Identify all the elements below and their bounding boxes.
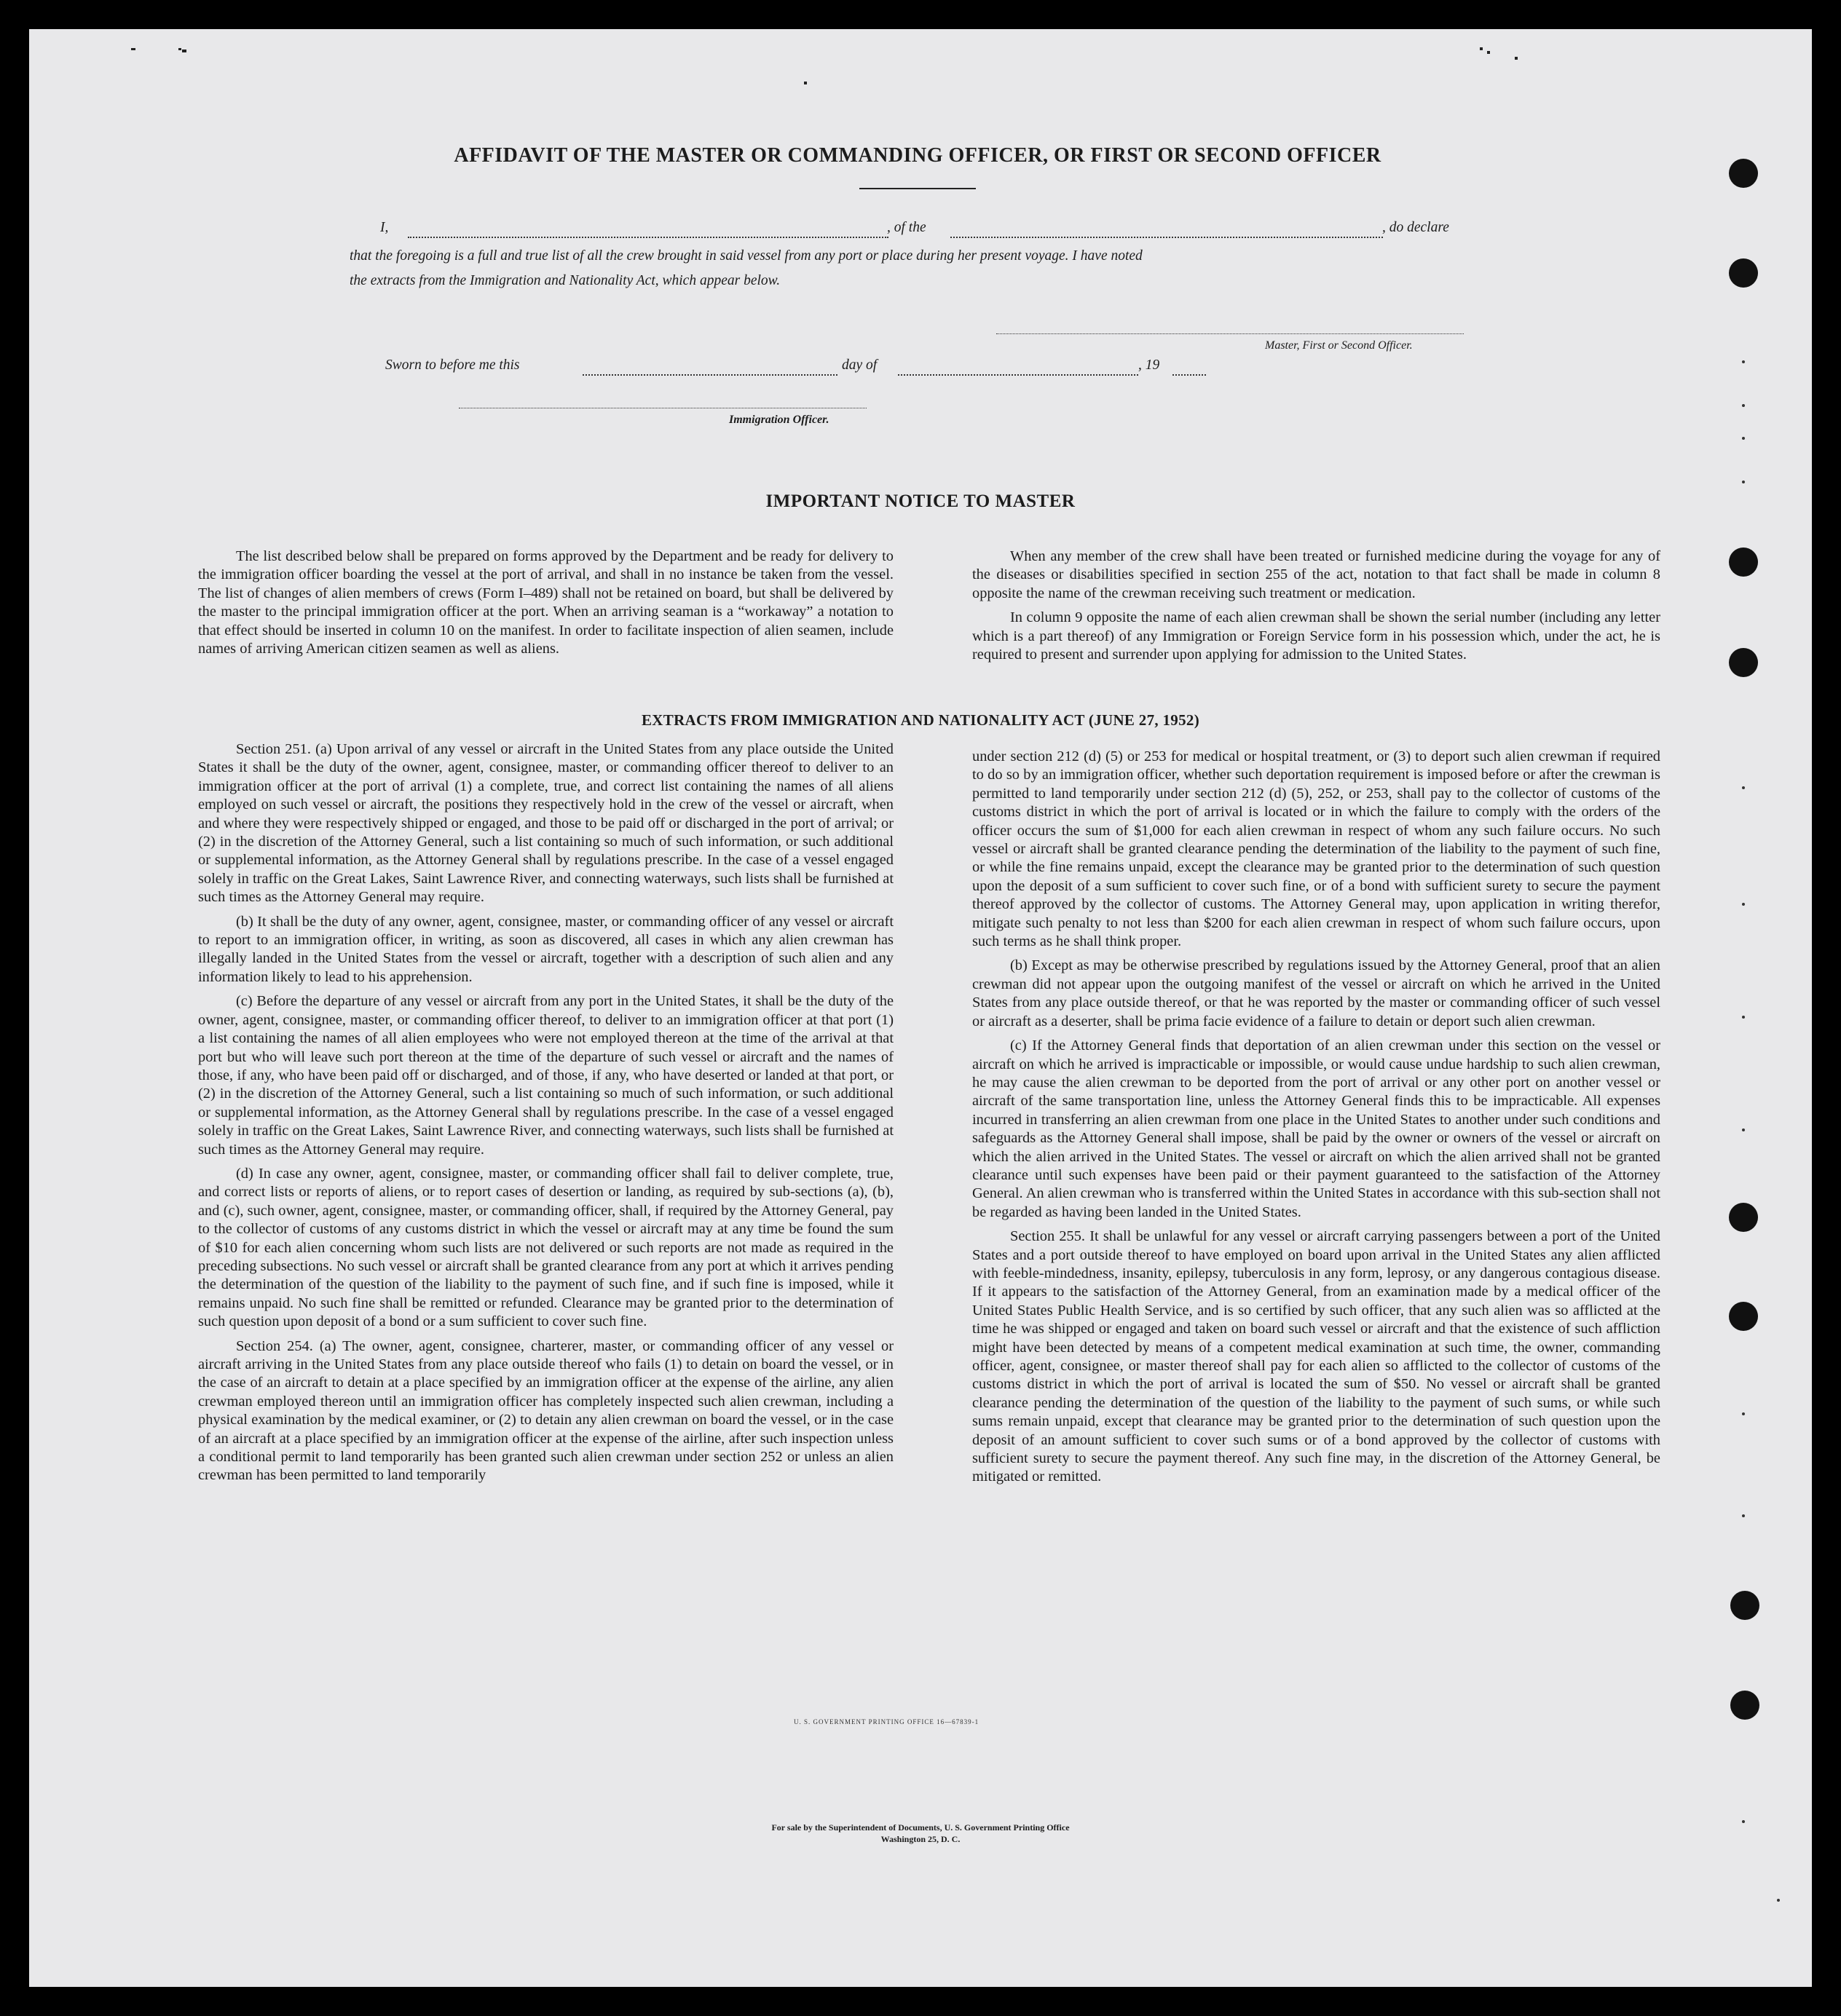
speck	[131, 48, 135, 50]
year-label: , 19	[1138, 357, 1160, 373]
punch-hole	[1729, 159, 1758, 188]
margin-dot	[1742, 437, 1745, 440]
master-signature-caption: Master, First or Second Officer.	[1265, 339, 1413, 352]
punch-hole	[1730, 1691, 1759, 1720]
affidavit-of-the-label: , of the	[887, 220, 926, 235]
margin-dot	[1742, 360, 1745, 363]
gpo-imprint: U. S. GOVERNMENT PRINTING OFFICE 16—67839-1	[794, 1718, 979, 1726]
margin-dot	[1742, 1514, 1745, 1517]
master-signature-line[interactable]	[996, 333, 1464, 334]
speck	[178, 48, 181, 50]
affidavit-statement-line-2: the extracts from the Immigration and Nationality Act, which appear below.	[350, 273, 781, 288]
margin-dot	[1742, 404, 1745, 407]
speck	[182, 50, 186, 52]
punch-hole	[1730, 1591, 1759, 1620]
punch-hole	[1729, 258, 1758, 288]
form-page	[29, 29, 1812, 1987]
declarant-title-field[interactable]	[950, 237, 1383, 238]
sales-footer	[29, 1822, 1812, 1845]
title-rule	[859, 188, 976, 189]
notice-paragraph: The list described below shall be prepared on forms approved by the Department and be ready for delivery to the immigration officer boarding the vessel at the port of arrival, and shall in no instance be taken from the vessel. The list of changes of alien members of crews (Form I–489) shall not be retained on board, but shall be delivered by the master to the principal immigration officer at the port. When an arriving seaman is a “workaway” a notation to that effect should be inserted in column 10 on the manifest. In order to facilitate inspection of alien seamen, include names of arriving American citizen seamen as well as aliens.	[198, 548, 894, 657]
officer-signature-caption: Immigration Officer.	[729, 414, 829, 426]
section-251c-paragraph: (c) Before the departure of any vessel or aircraft from any port in the United States, it shall be the duty of the owner, agent, consignee, master, or commanding officer thereof, to deliver to an immigration officer at that port (1) a list containing the names of all alien employees who were not employed thereon at the time of the arrival at that port but who will leave such port thereon at the time of the departure of such vessel or aircraft and the names of those, if any, who have been paid off or discharged, and of those, if any, who have deserted or landed at that port, or (2) in the discretion of the Attorney General, such a list containing so much of such information, or such additional or supplemental information, as the Attorney General shall by regulations prescribe. In the case of a vessel engaged solely in traffic on the Great Lakes, Saint Lawrence River, and connecting waterways, such lists shall be furnished at such times as the Attorney General may require.	[198, 993, 894, 1158]
footer-line-1: For sale by the Superintendent of Documents, U. S. Government Printing Office	[771, 1822, 1070, 1833]
affidavit-statement-line-1: that the foregoing is a full and true list of all the crew brought in said vessel from any port or place during her present voyage. I have noted	[350, 248, 1143, 264]
notice-left-column	[198, 548, 894, 664]
sworn-label: Sworn to before me this	[385, 357, 520, 373]
affidavit-title: AFFIDAVIT OF THE MASTER OR COMMANDING OFFICER, OR FIRST OR SECOND OFFICER	[454, 144, 1381, 167]
section-251b-paragraph: (b) It shall be the duty of any owner, agent, consignee, master, or commanding officer of any vessel or aircraft to report to an immigration officer, in writing, as soon as discovered, all cases in which any alien crewman has illegally landed in the United States from the vessel or aircraft, together with a description of such alien and any information likely to lead to his apprehension.	[198, 913, 894, 985]
punch-hole	[1729, 648, 1758, 677]
sworn-day-field[interactable]	[583, 374, 837, 376]
sworn-month-field[interactable]	[898, 374, 1138, 376]
margin-dot	[1742, 1412, 1745, 1415]
affidavit-i-label: I,	[380, 220, 389, 235]
notice-paragraph: When any member of the crew shall have been treated or furnished medicine during the voyage for any of the diseases or disabilities specified in section 255 of the act, notation to that fact shall be made in column 8 opposite the name of the crewman receiving such treatment or medication.	[972, 548, 1660, 601]
speck	[1487, 51, 1490, 54]
section-251a-paragraph: Section 251. (a) Upon arrival of any vessel or aircraft in the United States from any place outside the United States it shall be the duty of the owner, agent, consignee, master, or commanding officer thereof to deliver to an immigration officer at the port of arrival (1) a complete, true, and correct list containing the names of all aliens employed on such vessel or aircraft, the positions they respectively hold in the crew of the vessel or aircraft, when and where they were respectively shipped or engaged, and those to be paid off or discharged in the port of arrival; or (2) in the discretion of the Attorney General, such a list containing so much of such information, or such additional or supplemental information, as the Attorney General shall by regulations prescribe. In the case of a vessel engaged solely in traffic on the Great Lakes, Saint Lawrence River, and connecting waterways, such lists shall be furnished at such times as the Attorney General may require.	[198, 741, 894, 906]
extracts-left-column	[198, 740, 894, 1491]
section-254c-paragraph: (c) If the Attorney General finds that deportation of an alien crewman under this section on the vessel or aircraft on which he arrived is impracticable or impossible, or would cause undue hardship to such alien crewman, he may cause the alien crewman to be deported from the port of arrival or any other port on another vessel or aircraft of the same transportation line, unless the Attorney General finds this to be impracticable. All expenses incurred in transferring an alien crewman from one place in the United States to another under such conditions and safeguards as the Attorney General shall impose, shall be paid by the owner or owners of the vessel or aircraft on which the alien arrived in the United States. The vessel or aircraft on which the alien arrived shall not be granted clearance until such expenses have been paid or their payment guaranteed to the satisfaction of the Attorney General. An alien crewman who is transferred within the United States in accordance with this sub-section shall not be regarded as having been landed in the United States.	[972, 1037, 1660, 1220]
margin-dot	[1742, 1016, 1745, 1019]
margin-dot	[1777, 1899, 1780, 1902]
speck	[1480, 47, 1483, 50]
margin-dot	[1742, 903, 1745, 906]
day-of-label: day of	[842, 357, 878, 373]
punch-hole	[1729, 1203, 1758, 1232]
section-254b-paragraph: (b) Except as may be otherwise prescribed by regulations issued by the Attorney General, proof that an alien crewman did not appear upon the outgoing manifest of the vessel or aircraft on which he arrived in the United States from any place outside thereof, or that he was reported by the master or commanding officer of such vessel or aircraft as a deserter, shall be prima facie evidence of a failure to detain or deport such alien crewman.	[972, 957, 1660, 1029]
footer-line-2: Washington 25, D. C.	[880, 1834, 961, 1844]
section-254a-continued-paragraph: under section 212 (d) (5) or 253 for medical or hospital treatment, or (3) to deport such alien crewman if required to do so by an immigration officer, whether such deportation requirement is imposed before or after the crewman is permitted to land temporarily under section 212 (d) (5), 252, or 253, shall pay to the collector of customs of the customs district in which the port of arrival is located or in which the failure to comply with the orders of the officer occurs the sum of $1,000 for each alien crewman in respect of whom any such failure occurs. No such vessel or aircraft shall be granted clearance pending the determination of the liability to the payment of such fine, or while the fine remains unpaid, except the clearance may be granted prior to the determination of such question upon the deposit of a sum sufficient to cover such fine, or of a bond with sufficient surety to secure the payment thereof approved by the collector of customs. The Attorney General may, upon application in writing therefor, mitigate such penalty to not less than $200 for each alien crewman in respect of whom such failure occurs, upon such terms as he shall think proper.	[972, 748, 1660, 950]
declarant-name-field[interactable]	[408, 237, 888, 238]
margin-dot	[1742, 481, 1745, 483]
punch-hole	[1729, 1302, 1758, 1331]
punch-hole	[1729, 548, 1758, 577]
section-251d-paragraph: (d) In case any owner, agent, consignee, master, or commanding officer shall fail to deliver complete, true, and correct lists or reports of aliens, or to report cases of desertion or landing, as required by sub-sections (a), (b), and (c), such owner, agent, consignee, master, or commanding officer, shall, if required by the Attorney General, pay to the collector of customs of any customs district in which the vessel or aircraft may at any time be found the sum of $10 for each alien concerning whom such lists are not delivered or such reports are not made as required in the preceding subsections. No such vessel or aircraft shall be granted clearance from any port at which it arrives pending the determination of the question of the liability to the payment of such fine, and if such fine is imposed, while it remains unpaid. No such fine shall be remitted or refunded. Clearance may be granted prior to the determination of such question upon deposit of a bond or a sum sufficient to cover such fine.	[198, 1165, 894, 1330]
extracts-title: EXTRACTS FROM IMMIGRATION AND NATIONALITY ACT (JUNE 27, 1952)	[642, 711, 1199, 729]
notice-title: IMPORTANT NOTICE TO MASTER	[765, 491, 1076, 511]
extracts-right-column	[972, 748, 1660, 1493]
margin-dot	[1742, 1128, 1745, 1131]
speck	[804, 82, 807, 84]
section-254a-paragraph: Section 254. (a) The owner, agent, consignee, charterer, master, or commanding officer of any vessel or aircraft arriving in the United States from any place outside thereof who fails (1) to detain on board the vessel, or in the case of an aircraft to detain at a place specified by an immigration officer at the expense of the airline, any alien crewman employed thereon until an immigration officer has completely inspected such alien crewman, including a physical examination by the medical examiner, or (2) to detain any alien crewman on board the vessel, or in the case of an aircraft at a place specified by an immigration officer at the expense of the airline, after such inspection unless a conditional permit to land temporarily has been granted such alien crewman under section 252 or unless an alien crewman has been permitted to land temporarily	[198, 1337, 894, 1484]
sworn-year-field[interactable]	[1172, 374, 1206, 376]
margin-dot	[1742, 786, 1745, 789]
speck	[1515, 57, 1518, 60]
notice-right-column	[972, 548, 1660, 670]
notice-paragraph: In column 9 opposite the name of each alien crewman shall be shown the serial number (including any letter which is a part thereof) of any Immigration or Foreign Service form in his possession which, under the act, he is required to present and surrender upon applying for admission to the United States.	[972, 609, 1660, 663]
affidavit-do-declare-label: , do declare	[1382, 220, 1449, 235]
section-255-paragraph: Section 255. It shall be unlawful for any vessel or aircraft carrying passengers between a port of the United States and a port outside thereof to have employed on board upon arrival in the United States any alien afflicted with feeble-mindedness, insanity, epilepsy, tuberculosis in any form, leprosy, or any dangerous contagious disease. If it appears to the satisfaction of the Attorney General, from an examination made by a medical officer of the United States Public Health Service, and is so certified by such officer, that any such alien was so afflicted at the time he was shipped or engaged and taken on board such vessel or aircraft and that the existence of such affliction might have been detected by means of a competent medical examination at such time, the owner, commanding officer, agent, consignee, or master thereof shall pay for each alien so afflicted to the collector of customs of the customs district in which the port of arrival is located the sum of $50. No vessel or aircraft shall be granted clearance pending the determination of the question of the liability to the payment of such sums, or while such sums remain unpaid, except that clearance may be granted prior to the determination of such question upon the deposit of an amount sufficient to cover such sums or of a bond approved by the collector of customs with sufficient surety to secure the payment thereof. Any such fine may, in the discretion of the Attorney General, be mitigated or remitted.	[972, 1228, 1660, 1485]
